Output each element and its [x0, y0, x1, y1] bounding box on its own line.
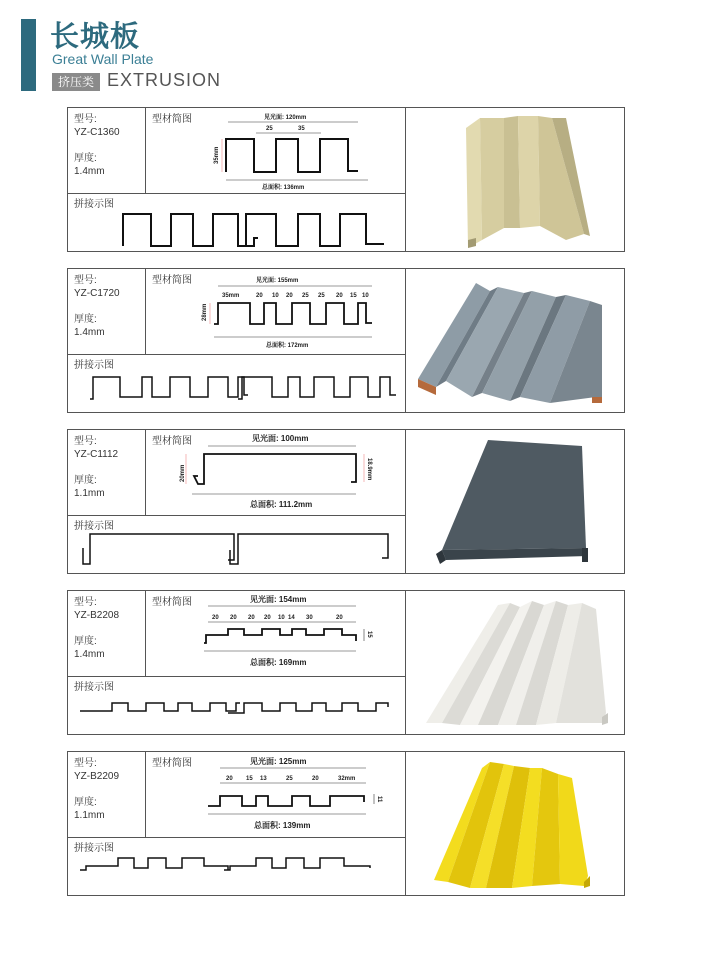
product-photo-svg: [406, 269, 624, 412]
segment-text: 25: [286, 776, 293, 782]
product-photo: [406, 430, 624, 573]
segment-text: 30: [306, 615, 313, 621]
joint-label: 拼接示图: [74, 521, 114, 532]
model-value: YZ-C1112: [74, 449, 119, 460]
segment-text: 20: [248, 615, 255, 621]
visible-width-text: 见光面: 125mm: [250, 757, 307, 766]
profile-section-svg: [146, 430, 406, 516]
segment-text: 10: [272, 293, 279, 299]
segment-text: 20: [336, 293, 343, 299]
product-card-5: [67, 751, 625, 896]
product-photo-svg: [406, 752, 624, 895]
segment-text: 20: [286, 293, 293, 299]
model-label: 型号:: [74, 436, 97, 447]
visible-width-text: 见光面: 155mm: [256, 278, 299, 284]
page-title: 长城板: [50, 19, 141, 53]
height-text: 35mm: [214, 146, 220, 164]
section-diagram: [146, 430, 406, 516]
segment-text: 13: [260, 776, 267, 782]
segment-text: 25: [302, 293, 309, 299]
joint-diagram: [68, 516, 406, 573]
segment-text: 20: [336, 615, 343, 621]
thickness-label: 厚度:: [74, 153, 97, 164]
segment-text: 20: [312, 776, 319, 782]
segment-text: 10: [362, 293, 369, 299]
product-info: [68, 430, 146, 516]
joint-diagram: [68, 355, 406, 412]
profile-section-svg: [146, 591, 406, 677]
joint-label: 拼接示图: [74, 360, 114, 371]
joint-label: 拼接示图: [74, 199, 114, 210]
visible-width-text: 见光面: 154mm: [250, 595, 307, 604]
joint-svg: [68, 838, 406, 895]
product-info: [68, 108, 146, 194]
total-width-text: 总面积: 111.2mm: [250, 500, 313, 509]
segment-text: 25: [266, 126, 273, 132]
model-value: YZ-C1360: [74, 127, 120, 138]
segment-text: 15: [246, 776, 253, 782]
segment-text: 35: [298, 126, 305, 132]
total-width-text: 总面积: 139mm: [254, 821, 311, 830]
segment-text: 32mm: [338, 776, 356, 782]
model-label: 型号:: [74, 758, 97, 769]
thickness-value: 1.1mm: [74, 488, 105, 499]
thickness-value: 1.4mm: [74, 327, 105, 338]
page-subtitle: Great Wall Plate: [52, 51, 154, 67]
thickness-label: 厚度:: [74, 314, 97, 325]
thickness-label: 厚度:: [74, 475, 97, 486]
section-label: 型材简图: [152, 597, 192, 608]
thickness-label: 厚度:: [74, 636, 97, 647]
segment-text: 35mm: [222, 293, 240, 299]
category-label: EXTRUSION: [107, 70, 222, 90]
total-width-text: 总面积: 172mm: [266, 343, 309, 349]
section-label: 型材简图: [152, 275, 192, 286]
segment-text: 14: [288, 615, 295, 621]
product-card-4: [67, 590, 625, 735]
product-card-1: [67, 107, 625, 252]
profile-section-svg: [146, 108, 406, 194]
joint-label: 拼接示图: [74, 843, 114, 854]
visible-width-text: 见光面: 100mm: [252, 434, 309, 443]
segment-text: 20: [230, 615, 237, 621]
segment-text: 20: [226, 776, 233, 782]
product-info: [68, 752, 146, 838]
segment-text: 20: [212, 615, 219, 621]
joint-svg: [68, 516, 406, 573]
product-photo: [406, 591, 624, 734]
segment-text: 20: [264, 615, 271, 621]
segment-text: 10: [278, 615, 285, 621]
section-label: 型材简图: [152, 436, 192, 447]
category-tag: 挤压类: [52, 73, 100, 91]
height-text: 11: [376, 796, 382, 803]
model-value: YZ-C1720: [74, 288, 120, 299]
joint-svg: [68, 194, 406, 251]
product-photo-svg: [406, 108, 624, 251]
product-photo-svg: [406, 430, 624, 573]
joint-diagram: [68, 838, 406, 895]
segment-text: 25: [318, 293, 325, 299]
total-width-text: 总面积: 136mm: [262, 185, 305, 191]
joint-svg: [68, 355, 406, 412]
height-text: 15: [366, 631, 372, 638]
section-diagram: [146, 752, 406, 838]
model-value: YZ-B2208: [74, 610, 120, 621]
height2-text: 18.9mm: [366, 458, 372, 481]
model-value: YZ-B2209: [74, 771, 120, 782]
joint-svg: [68, 677, 406, 734]
section-diagram: [146, 591, 406, 677]
header-accent-bar: [21, 19, 36, 91]
model-label: 型号:: [74, 114, 97, 125]
model-label: 型号:: [74, 597, 97, 608]
visible-width-text: 见光面: 120mm: [264, 115, 307, 121]
joint-diagram: [68, 194, 406, 251]
total-width-text: 总面积: 169mm: [250, 658, 307, 667]
height-text: 20mm: [180, 464, 186, 482]
thickness-value: 1.1mm: [74, 810, 105, 821]
section-label: 型材简图: [152, 114, 192, 125]
product-photo-svg: [406, 591, 624, 734]
product-card-2: [67, 268, 625, 413]
section-label: 型材简图: [152, 758, 192, 769]
product-info: [68, 591, 146, 677]
thickness-value: 1.4mm: [74, 166, 105, 177]
product-photo: [406, 108, 624, 251]
section-diagram: [146, 108, 406, 194]
height-text: 28mm: [202, 303, 208, 321]
product-info: [68, 269, 146, 355]
segment-text: 15: [350, 293, 357, 299]
profile-section-svg: [146, 752, 406, 838]
thickness-label: 厚度:: [74, 797, 97, 808]
section-diagram: [146, 269, 406, 355]
model-label: 型号:: [74, 275, 97, 286]
thickness-value: 1.4mm: [74, 649, 105, 660]
product-photo: [406, 752, 624, 895]
profile-section-svg: [146, 269, 406, 355]
joint-diagram: [68, 677, 406, 734]
product-card-3: [67, 429, 625, 574]
segment-text: 20: [256, 293, 263, 299]
product-photo: [406, 269, 624, 412]
joint-label: 拼接示图: [74, 682, 114, 693]
